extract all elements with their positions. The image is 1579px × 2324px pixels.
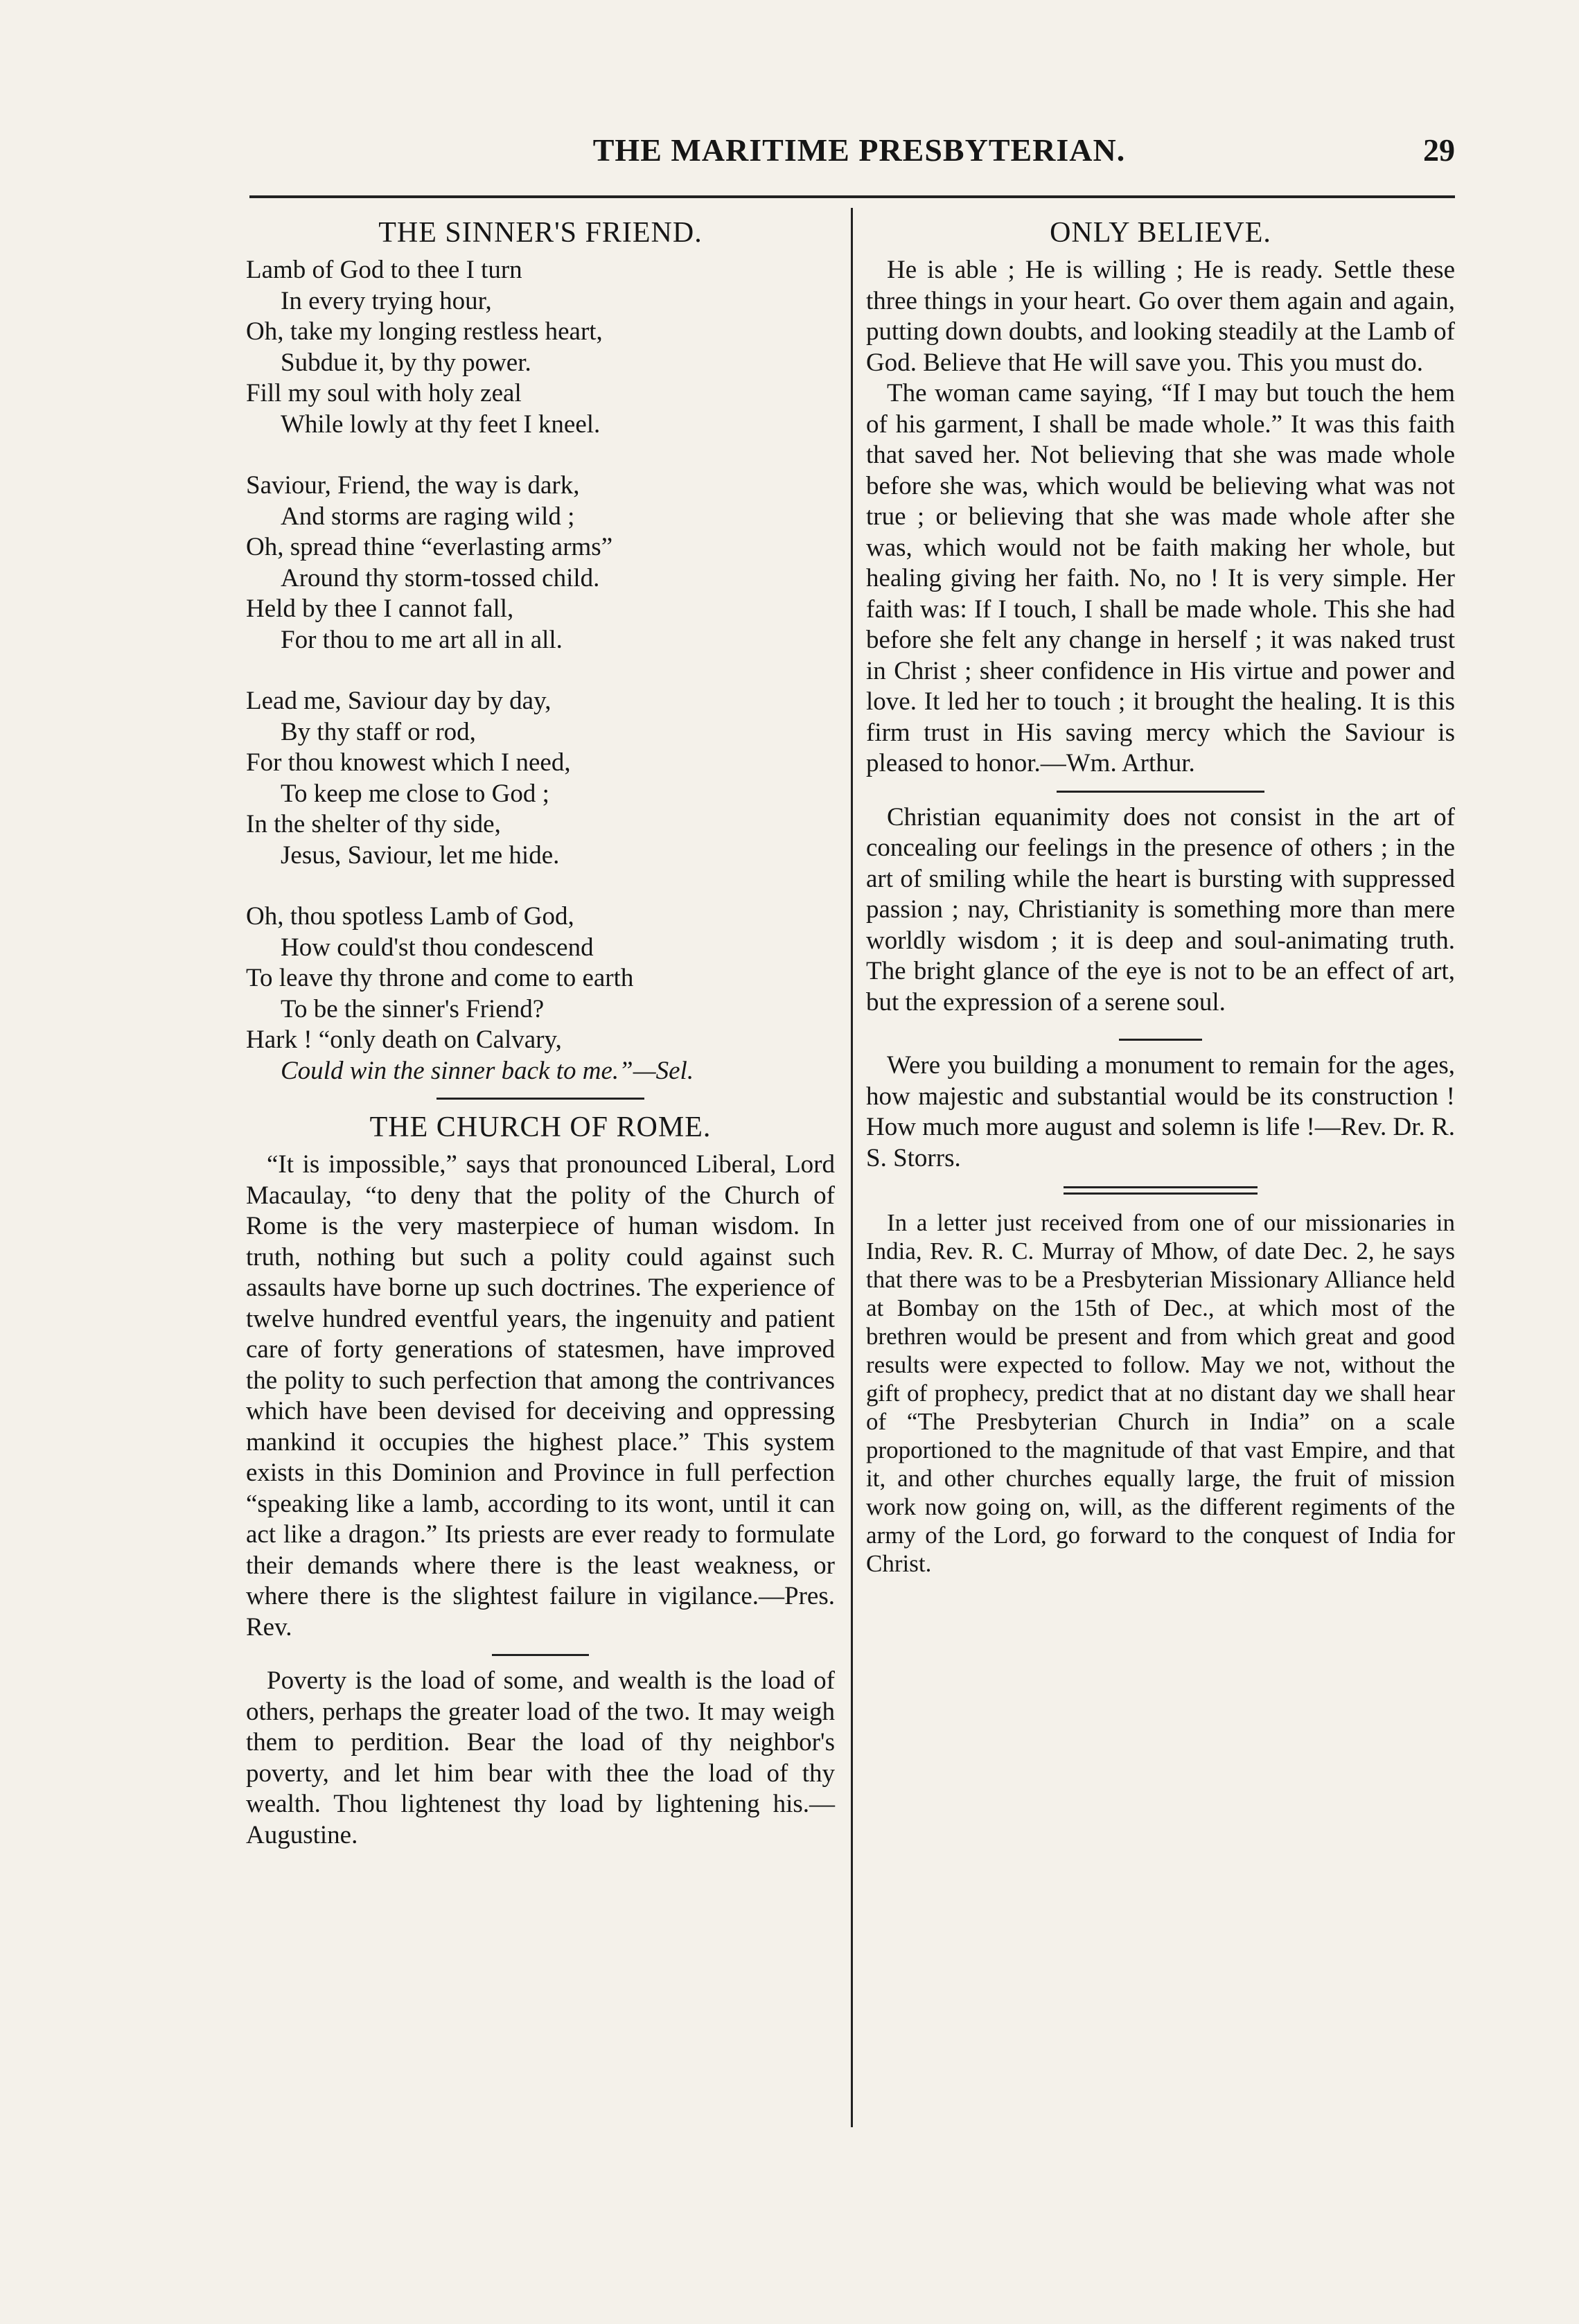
poem-line: Oh, thou spotless Lamb of God, bbox=[246, 902, 574, 931]
poem-line: Lead me, Saviour day by day, bbox=[246, 687, 552, 715]
poem-line: While lowly at thy feet I kneel. bbox=[281, 410, 601, 439]
poem-line: To leave thy throne and come to earth bbox=[246, 964, 634, 992]
page-number: 29 bbox=[1423, 132, 1455, 168]
poem-line: Oh, take my longing restless heart, bbox=[246, 317, 603, 346]
poem-line: How could'st thou condescend bbox=[281, 933, 594, 962]
section-rule bbox=[492, 1654, 589, 1656]
poem-line: Subdue it, by thy power. bbox=[281, 348, 531, 377]
header-rule bbox=[249, 195, 1455, 198]
church-article: “It is impossible,” says that pronounced Liberal, Lord Macaulay, “to deny that the polity of the Church of Rome is the very masterpiece of human wisdom. In truth, nothing but such a polity could against such assaults have borne up such doctrines. The experience of twelve hundred eventful years, the ingenuity and patient care of forty generations of statesmen, have improved the polity to such perfection that among the contrivances which have been devised for deceiving and oppressing mankind it occupies the highest place.” This system exists in this Dominion and Province in full perfection “speaking like a lamb, according to its wont, until it can act like a dragon.” Its priests are ever ready to formulate their demands where there is the least weakness, or where there is the slightest failure in vigilance.—Pres. Rev. bbox=[246, 1150, 835, 1641]
left-column bbox=[246, 215, 835, 1851]
poem-line: Fill my soul with holy zeal bbox=[246, 379, 522, 407]
double-rule bbox=[1064, 1186, 1258, 1195]
poem bbox=[246, 255, 835, 1086]
poem-line: For thou knowest which I need, bbox=[246, 748, 571, 777]
poem-line: In the shelter of thy side, bbox=[246, 810, 501, 838]
equanimity-article: Christian equanimity does not consist in the art of concealing our feelings in the presence of others ; in the art of smiling while the heart is bursting with suppressed passion ; nay, Christianity is something more than mere worldly wisdom ; it is deep and soul-animating truth. The bright glance of the eye is not to be an effect of art, but the expression of a serene soul. bbox=[866, 802, 1455, 1016]
monument-article: Were you building a monument to remain for the ages, how majestic and substantial would be its construction ! How much more august and solemn is life !—Rev. Dr. R. S. Storrs. bbox=[866, 1051, 1455, 1172]
believe-title: ONLY BELIEVE. bbox=[1050, 217, 1271, 249]
poem-line: And storms are raging wild ; bbox=[281, 502, 575, 531]
right-column bbox=[866, 215, 1455, 1578]
poem-line: Oh, spread thine “everlasting arms” bbox=[246, 533, 613, 561]
section-rule bbox=[436, 1098, 644, 1100]
section-rule bbox=[1119, 1039, 1202, 1041]
column-divider bbox=[851, 208, 853, 2127]
stanza bbox=[246, 686, 835, 871]
believe-paragraph: The woman came saying, “If I may but touch the hem of his garment, I shall be made whole.” It was this faith that saved her. Not believing that she was made whole before she was, which would be believing what was not true ; or believing that she was made whole after she was, which would not be faith making her whole, but healing giving her faith. No, no ! It is very simple. Her faith was: If I touch, I shall be made whole. This she had before she felt any change in herself ; it was naked trust in Christ ; sheer confidence in His virtue and power and love. It led her to touch ; it brought the healing. It is this firm trust in His saving mercy which the Saviour is pleased to honor.—Wm. Arthur. bbox=[866, 379, 1455, 777]
poem-line: To keep me close to God ; bbox=[281, 779, 549, 808]
letter-article: In a letter just received from one of our missionaries in India, Rev. R. C. Murray of Mhow, of date Dec. 2, he says that there was to be a Presbyterian Missionary Alliance held at Bombay on the 15th of Dec., at which most of the brethren would be present and from which great and good results were expected to follow. May we not, without the gift of prophecy, predict that at no distant day we shall hear of “The Presbyterian Church in India” on a scale proportioned to the magnitude of that vast Empire, and that it, and other churches equally large, the fruit of mission work now going on, will, as the different regiments of the army of the Lord, go forward to the conquest of India for Christ. bbox=[866, 1209, 1455, 1577]
poem-line: Jesus, Saviour, let me hide. bbox=[281, 840, 560, 870]
poem-line: Hark ! “only death on Calvary, bbox=[246, 1025, 562, 1054]
running-head bbox=[249, 132, 1455, 180]
poem-line: Could win the sinner back to me.”—Sel. bbox=[281, 1056, 694, 1085]
poem-line: To be the sinner's Friend? bbox=[281, 994, 545, 1023]
poem-line: Lamb of God to thee I turn bbox=[246, 256, 522, 284]
poem-line: In every trying hour, bbox=[281, 286, 492, 315]
poverty-article: Poverty is the load of some, and wealth is the load of others, perhaps the greater load of the two. It may weigh them to perdition. Bear the load of thy neighbor's poverty, and let him bear with thee the load of thy wealth. Thou lightenest thy load by lightening his.—Augustine. bbox=[246, 1666, 835, 1849]
running-title: THE MARITIME PRESBYTERIAN. bbox=[592, 132, 1126, 168]
poem-title: THE SINNER'S FRIEND. bbox=[378, 217, 703, 249]
section-rule bbox=[1057, 791, 1264, 793]
poem-line: By thy staff or rod, bbox=[281, 717, 476, 746]
believe-paragraph: He is able ; He is willing ; He is ready. Settle these three things in your heart. Go over them again and again, putting down doubts, and looking steadily at the Lamb of God. Believe that He will save you. This you must do. bbox=[866, 256, 1455, 377]
stanza bbox=[246, 901, 835, 1086]
stanza bbox=[246, 255, 835, 440]
poem-line: For thou to me art all in all. bbox=[281, 625, 563, 654]
poem-line: Held by thee I cannot fall, bbox=[246, 595, 514, 623]
church-title: THE CHURCH OF ROME. bbox=[369, 1111, 712, 1143]
poem-line: Saviour, Friend, the way is dark, bbox=[246, 471, 580, 500]
stanza bbox=[246, 470, 835, 655]
poem-line: Around thy storm-tossed child. bbox=[281, 563, 600, 592]
